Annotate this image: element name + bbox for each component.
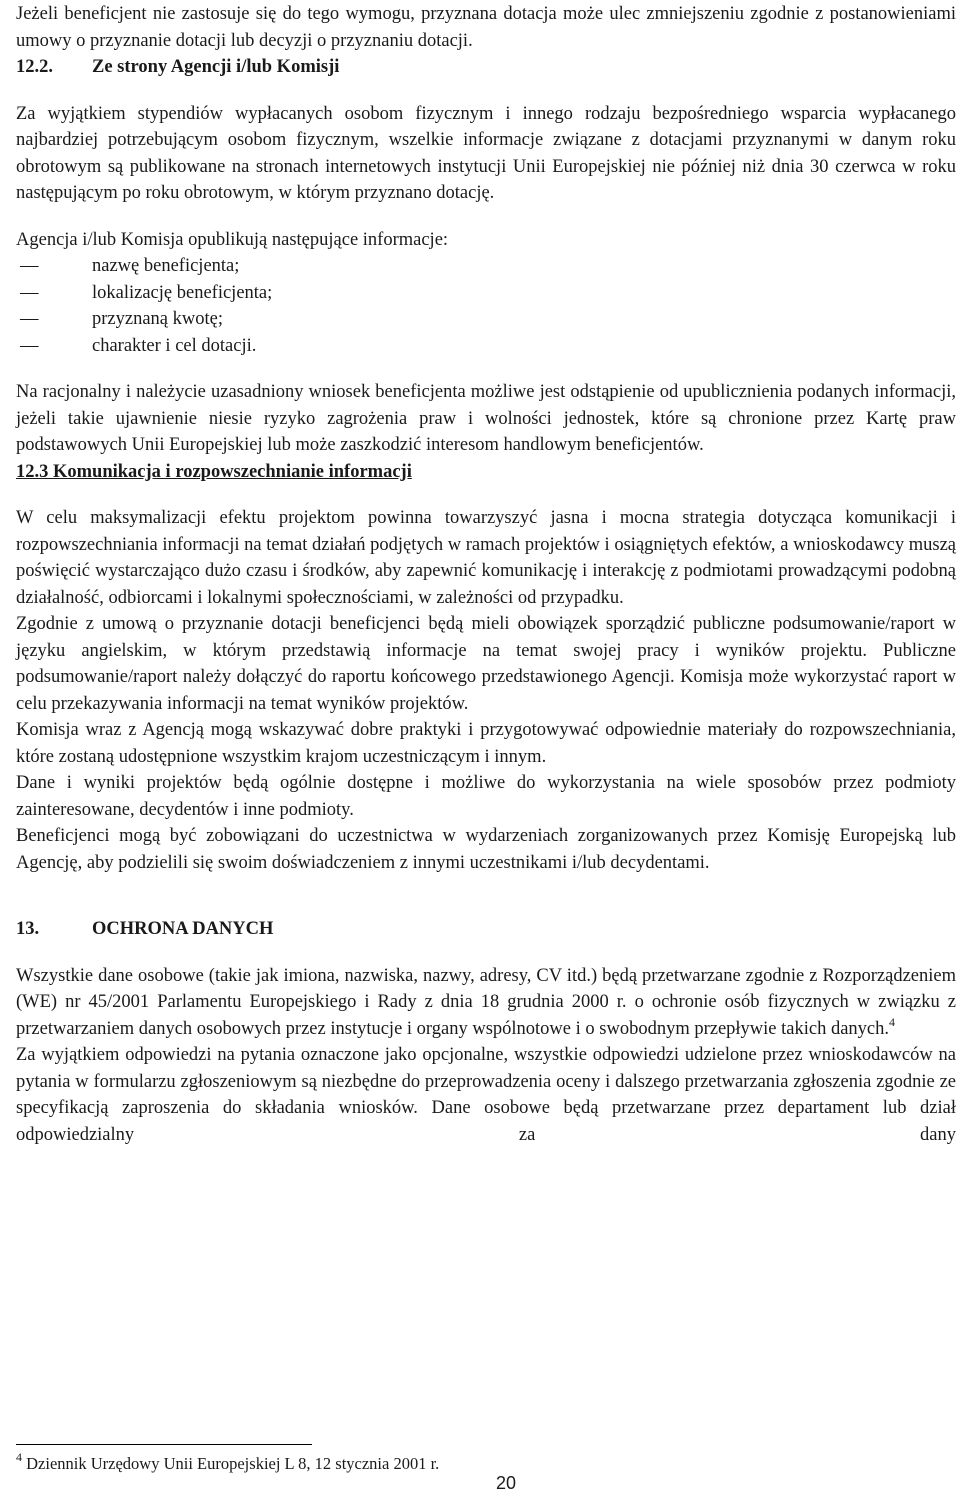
section-number: 12.2. [16,57,53,77]
data-protection-paragraph-2: Za wyjątkiem odpowiedzi na pytania oznaczone jako opcjonalne, wszystkie odpowiedzi udzielone przez wnioskodawców na pytania w formularzu zgłoszeniowym są niezbędne do przeprowadzenia oceny i dalszego przetwarzania zgłoszenia zgodnie ze specyfikacją zaproszenia do składania wniosków. Dane osobowe będą przetwarzane przez departament lub dział odpowiedzialny za dany [16,1045,956,1145]
list-item: — lokalizację beneficjenta; [16,280,956,307]
page-number: 20 [495,1473,517,1493]
footnote-separator [16,1444,312,1445]
list-item: — przyznaną kwotę; [16,306,956,333]
communication-paragraph-1: W celu maksymalizacji efektu projektom powinna towarzyszyć jasna i mocna strategia dotycząca komunikacji i rozpowszechniania informacji na temat działań podjętych w ramach projektów i osiągniętych efektów, a wnioskodawcy muszą poświęcić wystarczająco dużo czasu i środków, aby zapewnić komunikację i interakcję z podmiotami prowadzącymi podobną działalność, odbiorcami i lokalnymi społecznościami, w zależności od przypadku. [16,508,956,608]
communication-paragraph-4: Dane i wyniki projektów będą ogólnie dostępne i możliwe do wykorzystania na wiele sposobów przez podmioty zainteresowane, decydentów i inne podmioty. [16,773,956,820]
section-number: 13. [16,919,40,939]
publication-paragraph: Za wyjątkiem stypendiów wypłacanych osobom fizycznym i innego rodzaju bezpośredniego wsparcia wypłacanego najbardziej potrzebującym osobom fizycznym, wszelkie informacje związane z dotacjami przyznanymi w danym roku obrotowym są publikowane na stronach internetowych instytucji Unii Europejskiej nie później niż dnia 30 czerwca w roku następującym po roku obrotowym, w którym przyznano dotację. [16,103,956,203]
waiver-paragraph: Na racjonalny i należycie uzasadniony wniosek beneficjenta możliwe jest odstąpienie od upublicznienia podanych informacji, jeżeli takie ujawnienie niesie ryzyko zagrożenia praw i wolności jednostek, które są chronione przez Kartę praw podstawowych Unii Europejskiej lub może zaszkodzić interesom handlowym beneficjentów. [16,382,956,455]
list-item: — charakter i cel dotacji. [16,333,956,360]
intro-paragraph: Jeżeli beneficjent nie zastosuje się do tego wymogu, przyznana dotacja może ulec zmniejszeniu zgodnie z postanowieniami umowy o przyznanie dotacji lub decyzji o przyznaniu dotacji. [16,4,956,51]
communication-paragraph-5: Beneficjenci mogą być zobowiązani do uczestnictwa w wydarzeniach zorganizowanych przez Komisję Europejską lub Agencję, aby podzielili się swoim doświadczeniem z innymi uczestnikami i/lub decydentami. [16,826,956,873]
communication-paragraph-3: Komisja wraz z Agencją mogą wskazywać dobre praktyki i przygotowywać odpowiednie materiały do rozpowszechniania, które zostaną udostępnione wszystkim krajom uczestniczącym i innym. [16,720,956,767]
list-item: — nazwę beneficjenta; [16,253,956,280]
section-12-2-heading [16,54,956,81]
section-title: Ze strony Agencji i/lub Komisji [92,57,340,77]
data-protection-paragraph-1: Wszystkie dane osobowe (takie jak imiona, nazwiska, nazwy, adresy, CV itd.) będą przetwarzane zgodnie z Rozporządzeniem (WE) nr 45/2001 Parlamentu Europejskiego i Rady z dnia 18 grudnia 2000 r. o ochronie osób fizycznych w związku z przetwarzaniem danych osobowych przez instytucje i organy wspólnotowe i o swobodnym przepływie takich danych.$^4$ [16,965,956,1039]
section-13-heading [16,916,956,943]
list-intro: Agencja i/lub Komisja opublikują następujące informacje: [16,229,449,250]
published-info-list [16,253,956,359]
communication-paragraph-2: Zgodnie z umową o przyznanie dotacji beneficjenci będą mieli obowiązek sporządzić publiczne podsumowanie/raport w języku angielskim, w którym przedstawią informacje na temat swojej pracy i wyników projektu. Publiczne podsumowanie/raport należy dołączyć do raportu końcowego przedstawionego Agencji. Komisja może wykorzystać raport w celu przekazywania informacji na temat wyników projektów. [16,614,956,714]
footnote-number: 4 [16,1450,22,1464]
document-page [16,0,956,1493]
section-12-3-heading: 12.3 Komunikacja i rozpowszechnianie informacji [16,461,412,482]
footnote [16,1450,440,1474]
footnote-text: Dziennik Urzędowy Unii Europejskiej L 8, 12 stycznia 2001 r. [26,1454,440,1473]
section-title: OCHRONA DANYCH [92,919,274,939]
footnote-ref: 4 [889,1014,896,1029]
